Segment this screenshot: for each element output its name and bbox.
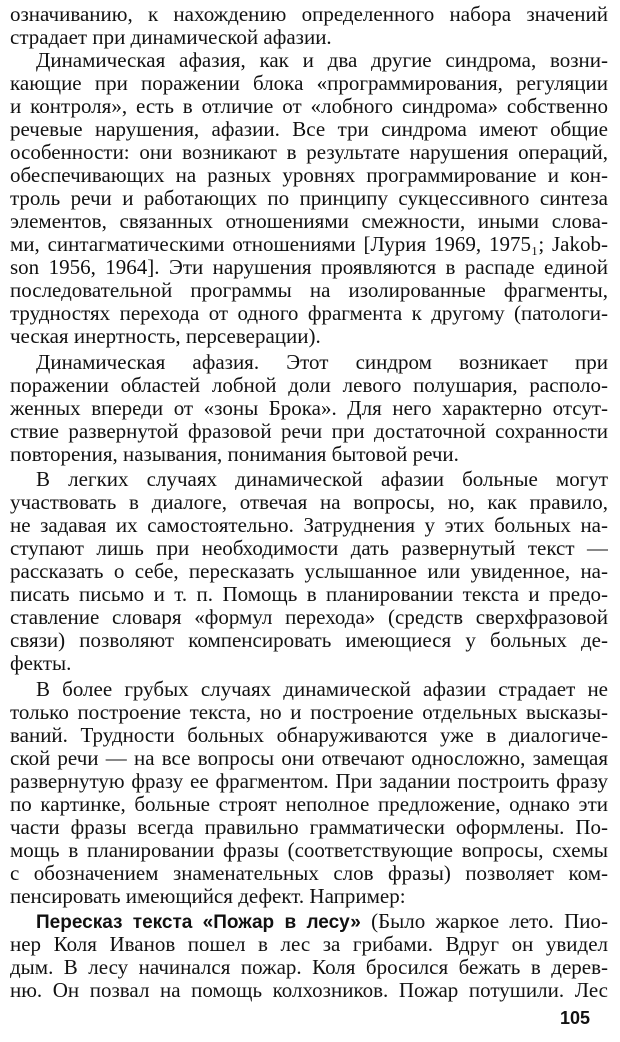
text-line: развернутую фразу ее фрагментом. При задании построить фразу xyxy=(10,769,608,793)
text-line: страдает при динамической афазии. xyxy=(10,25,332,49)
text-line: ствие развернутой фразовой речи при достаточной сохранности xyxy=(10,419,608,443)
text-line: по картинке, больные строят неполное предложение, однако эти xyxy=(10,792,608,816)
text-line: ческая инертность, персеверации). xyxy=(10,324,321,348)
text-line: женных впереди от «зоны Брока». Для него характерно отсут- xyxy=(10,396,608,420)
text-line: ми, синтагматическими отношениями [Лурия 1969, 1975₁; Jakob- xyxy=(10,232,608,256)
text-line: означиванию, к нахождению определенного набора значений xyxy=(10,2,608,26)
retell-heading: Пересказ текста «Пожар в лесу» xyxy=(36,912,361,933)
text-line: не задавая их самостоятельно. Затруднения у этих больных на- xyxy=(10,513,608,537)
text-line: ставление словаря «формул перехода» (средств сверхфразовой xyxy=(10,605,608,629)
text-line: son 1956, 1964]. Эти нарушения проявляются в распаде единой xyxy=(10,255,608,279)
text-line: элементов, связанных отношениями смежности, иными слова- xyxy=(10,209,608,233)
text-line: участвовать в диалоге, отвечая на вопросы, но, как правило, xyxy=(10,490,608,514)
text-line: дым. В лесу начинался пожар. Коля бросился бежать в дерев- xyxy=(10,955,608,979)
text-line: Динамическая афазия, как и два другие синдрома, возни- xyxy=(36,48,608,72)
page-number: 105 xyxy=(560,1008,591,1028)
text-line: писать письмо и т. п. Помощь в планировании текста и предо- xyxy=(10,582,608,606)
text-line: ваний. Трудности больных обнаруживаются уже в диалогиче- xyxy=(10,723,608,747)
text-line: особенности: они возникают в результате нарушения операций, xyxy=(10,140,608,164)
text-line: ступают лишь при необходимости дать развернутый текст — xyxy=(10,536,608,560)
text-line: последовательной программы на изолированные фрагменты, xyxy=(10,278,608,302)
text-line: части фразы всегда правильно грамматически оформлены. По- xyxy=(10,815,608,839)
text-line: обеспечивающих на разных уровнях программирование и кон- xyxy=(10,163,608,187)
text-line: с обозначением знаменательных слов фразы) позволяет ком- xyxy=(10,861,608,885)
text-line: пенсировать имеющийся дефект. Например: xyxy=(10,884,406,908)
section-heading-line: Динамическая афазия. Этот синдром возникает при xyxy=(36,350,608,374)
text-line: ской речи — на все вопросы они отвечают односложно, замещая xyxy=(10,746,608,770)
text-line: связи) позволяют компенсировать имеющиеся у больных де- xyxy=(10,628,608,652)
text-line: мощь в планировании фразы (соответствующие вопросы, схемы xyxy=(10,838,608,862)
text-line: поражении областей лобной доли левого полушария, располо- xyxy=(10,373,608,397)
text-line: рассказать о себе, пересказать услышанное или увиденное, на- xyxy=(10,559,608,583)
text-line: нер Коля Иванов пошел в лес за грибами. Вдруг он увидел xyxy=(10,932,608,956)
text-line: трудностях перехода от одного фрагмента к другому (патологи- xyxy=(10,301,608,325)
text-line: кающие при поражении блока «программирования, регуляции xyxy=(10,71,608,95)
text-line: только построение текста, но и построение отдельных высказы- xyxy=(10,700,608,724)
text-line: В более грубых случаях динамической афазии страдает не xyxy=(36,677,608,701)
text-line: ню. Он позвал на помощь колхозников. Пожар потушили. Лес xyxy=(10,978,608,1002)
text-line: фекты. xyxy=(10,651,72,675)
text-fragment: (Было жаркое лето. Пио- xyxy=(371,909,608,933)
text-line: В легких случаях динамической афазии больные могут xyxy=(36,467,608,491)
text-line: речевые нарушения, афазии. Все три синдрома имеют общие xyxy=(10,117,608,141)
text-line: повторения, называния, понимания бытовой речи. xyxy=(10,442,459,466)
text-line: и контроля», есть в отличие от «лобного синдрома» собственно xyxy=(10,94,608,118)
text-line: троль речи и работающих по принципу сукцессивного синтеза xyxy=(10,186,608,210)
